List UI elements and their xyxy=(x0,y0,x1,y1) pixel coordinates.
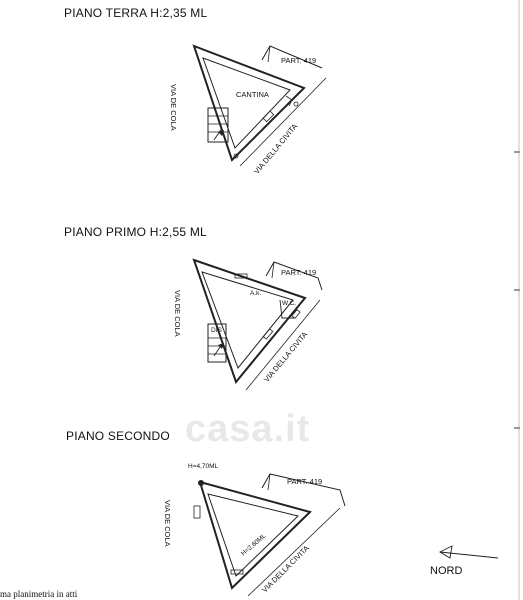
street-label-de-cola-primo: VIA DE COLA xyxy=(173,290,182,337)
height-label-max: H=4,70ML xyxy=(188,463,219,470)
street-label-de-cola-secondo: VIA DE COLA xyxy=(163,500,172,547)
room-label-cantina: CANTINA xyxy=(236,90,269,99)
north-label: NORD xyxy=(430,565,463,577)
floor-title-primo: PIANO PRIMO H:2,55 ML xyxy=(64,225,207,239)
parcel-label-primo: PART. 419 xyxy=(281,268,317,277)
floor-title-terra: PIANO TERRA H:2,35 ML xyxy=(64,6,208,20)
north-arrow-icon xyxy=(440,546,498,558)
street-label-civita-terra: VIA DELLA CIVITA xyxy=(252,121,300,176)
room-label-kitchen: A.k. xyxy=(250,290,262,297)
street-label-civita-secondo: VIA DELLA CIVITA xyxy=(260,543,311,595)
street-label-de-cola-terra: VIA DE COLA xyxy=(169,84,178,131)
parcel-label-terra: PART. 419 xyxy=(281,56,317,65)
height-label-min: H=2,60ML xyxy=(240,532,268,558)
parcel-label-secondo: PART. 419 xyxy=(287,477,323,486)
room-label-dis: DIS xyxy=(211,327,222,334)
margin-ticks xyxy=(514,0,520,600)
footer-note: ma planimetria in atti xyxy=(0,589,78,599)
floor-title-secondo: PIANO SECONDO xyxy=(66,429,170,443)
watermark: casa.it xyxy=(185,408,311,450)
room-label-wc: W.C. xyxy=(282,300,297,307)
plan-primo xyxy=(194,260,322,390)
street-label-civita-primo: VIA DELLA CIVITA xyxy=(262,329,310,384)
